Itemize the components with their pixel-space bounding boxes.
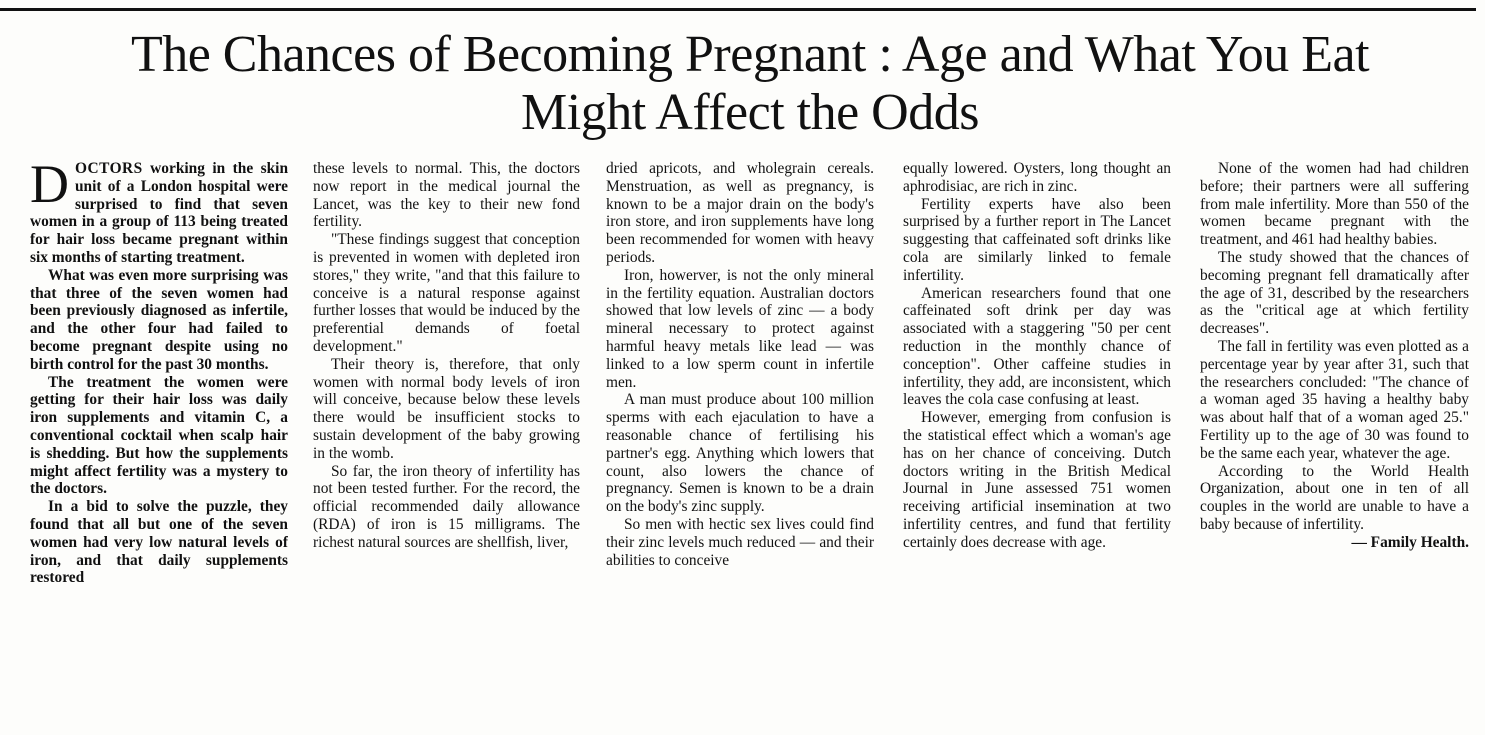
credit-line: — Family Health. — [1351, 533, 1469, 551]
paragraph — [30, 160, 288, 267]
column-4 — [903, 160, 1171, 720]
paragraph: The treatment the women were getting for their hair loss was daily iron supplements and vitamin C, a conventional cocktail when scalp hair is shedding. But how the supplements might affect fertility was a mystery to the doctors. — [30, 373, 288, 498]
paragraph: these levels to normal. This, the doctors now report in the medical journal the Lancet, was the key to their new fond fertility. — [313, 160, 580, 231]
paragraph: What was even more surprising was that three of the seven women had been previously diagnosed as infertile, and the other four had failed to become pregnant despite using no birth control for the past 30 months. — [30, 266, 288, 373]
paragraph: American researchers found that one caffeinated soft drink per day was associated with a staggering "50 per cent reduction in the monthly chance of conception". Other caffeine studies in infertility, they add, are inconsistent, which leaves the cola case confusing at least. — [903, 284, 1171, 409]
top-rule — [0, 8, 1476, 11]
paragraph: dried apricots, and wholegrain cereals. Menstruation, as well as pregnancy, is known to be a major drain on the body's iron store, and iron supplements have long been recommended for women with heavy periods. — [606, 160, 874, 266]
paragraph: "These findings suggest that conception is prevented in women with depleted iron stores," they write, "and that this failure to conceive is a natural response against further losses that would be induced by the preferential demands of foetal development." — [313, 231, 580, 355]
headline: The Chances of Becoming Pregnant : Age and What You Eat Might Affect the Odds — [130, 26, 1370, 141]
paragraph: None of the women had had children before; their partners were all suffering from male infertility. More than 550 of the women became pregnant with the treatment, and 461 had healthy babies. — [1200, 160, 1469, 249]
paragraph: A man must produce about 100 million sperms with each ejaculation to have a reasonable chance of fertilising his partner's egg. Anything which lowers that count, also lowers the chance of pregnancy. Semen is known to be a drain on the body's zinc supply. — [606, 391, 874, 516]
column-1 — [30, 160, 288, 720]
lead-caps: OCTORS — [75, 160, 143, 177]
paragraph: However, emerging from confusion is the statistical effect which a woman's age has on her chance of conceiving. Dutch doctors writing in the British Medical Journal in June assessed 751 women receiving artificial insemination at two infertility centres, and fund that fertility certainly does decrease with age. — [903, 409, 1171, 551]
paragraph: equally lowered. Oysters, long thought an aphrodisiac, are rich in zinc. — [903, 160, 1171, 195]
column-2 — [313, 160, 580, 720]
paragraph: According to the World Health Organization, about one in ten of all couples in the world are unable to have a baby because of infertility. — [1200, 462, 1469, 533]
paragraph: Their theory is, therefore, that only women with normal body levels of iron will conceive, because below these levels there would be insufficient stocks to sustain development of the baby growing in the womb. — [313, 355, 580, 462]
drop-cap: D — [30, 160, 69, 214]
paragraph: Fertility experts have also been surprised by a further report in The Lancet suggesting that caffeinated soft drinks like cola are similarly linked to female infertility. — [903, 195, 1171, 284]
paragraph: So far, the iron theory of infertility has not been tested further. For the record, the official recommended daily allowance (RDA) of iron is 15 milligrams. The richest natural sources are shellfish, liver, — [313, 462, 580, 551]
column-5 — [1200, 160, 1469, 720]
paragraph: So men with hectic sex lives could find their zinc levels much reduced — and their abilities to conceive — [606, 515, 874, 569]
paragraph: The fall in fertility was even plotted as a percentage year by year after 31, such that the researchers concluded: "The chance of a woman aged 35 having a healthy baby was about half that of a woman aged 25." Fertility up to the age of 30 was found to be the same each year, whatever the age. — [1200, 337, 1469, 462]
column-3 — [606, 160, 874, 720]
paragraph: Iron, howerver, is not the only mineral in the fertility equation. Australian doctors showed that low levels of zinc — a body mineral necessary to protect against harmful heavy metals like lead — was linked to a low sperm count in infertile men. — [606, 266, 874, 391]
paragraph: In a bid to solve the puzzle, they found that all but one of the seven women had very low natural levels of iron, and that daily supplements restored — [30, 498, 288, 587]
paragraph: The study showed that the chances of becoming pregnant fell dramatically after the age of 31, described by the researchers as the "critical age at which fertility decreases". — [1200, 248, 1469, 338]
lead-text: working in the skin unit of a London hospital were surprised to find that seven women in a group of 113 being treated for hair loss became pregnant within six months of starting treatment. — [30, 160, 288, 266]
